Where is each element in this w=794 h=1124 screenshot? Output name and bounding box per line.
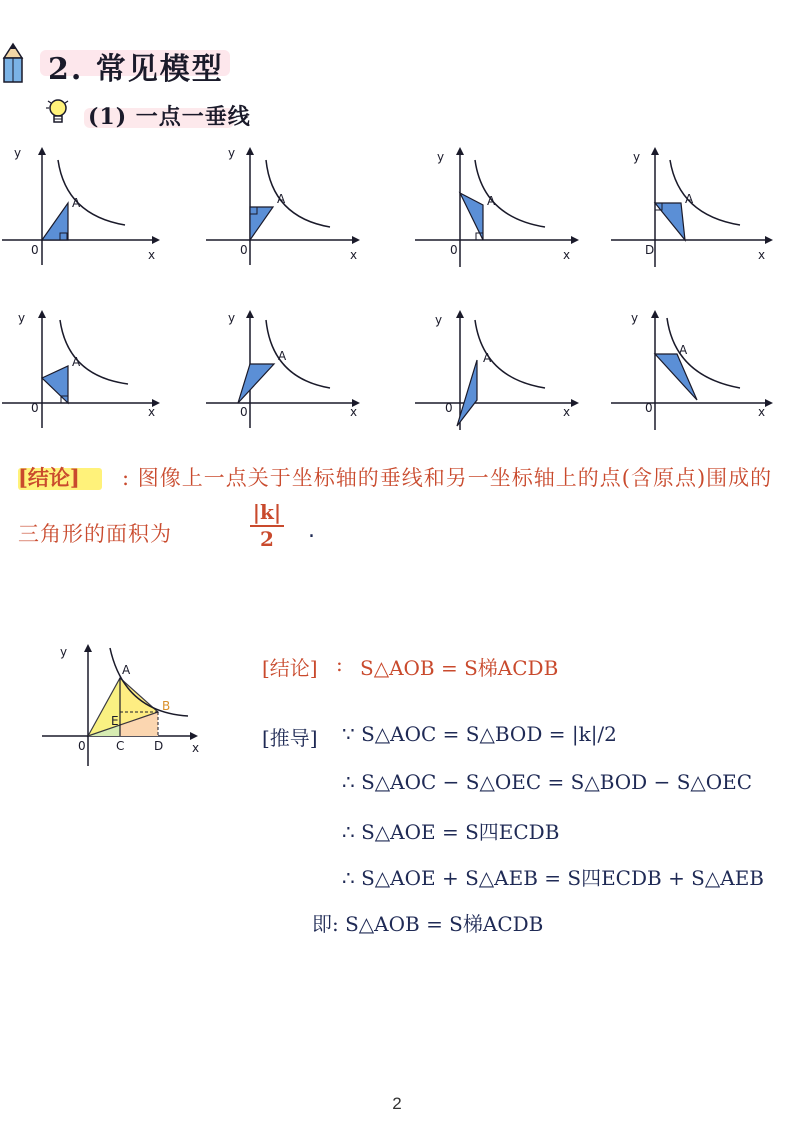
point-d-label: D <box>154 739 164 753</box>
graph-2-svg <box>200 145 365 270</box>
point-a-label: A <box>483 351 492 365</box>
triangle-shape <box>250 207 273 240</box>
x-axis-label: x <box>563 405 571 419</box>
x-axis-label: x <box>350 248 358 262</box>
x-axis-label: x <box>148 248 156 262</box>
origin-label: 0 <box>645 401 653 415</box>
triangle-shape <box>238 364 274 403</box>
x-axis-label: x <box>192 741 200 755</box>
y-axis-label: y <box>14 146 22 160</box>
origin-label: 0 <box>78 739 86 753</box>
graph-8 <box>605 308 785 433</box>
graph-5 <box>0 308 165 433</box>
trapezoid-graph-svg <box>38 640 218 770</box>
x-axis-label: x <box>758 248 766 262</box>
graph-4-svg <box>605 145 785 270</box>
y-axis-label: y <box>60 645 68 659</box>
graph-1 <box>0 145 165 270</box>
page-title: 2. 常见模型 <box>48 52 224 87</box>
derivation-label: [推导] <box>262 726 318 750</box>
origin-label: D <box>645 243 655 257</box>
origin-label: 0 <box>445 401 453 415</box>
y-axis-label: y <box>633 150 641 164</box>
graph-3 <box>405 145 585 270</box>
period-mark: . <box>308 518 315 543</box>
point-a-label: A <box>72 355 81 369</box>
derivation-line-4: ∴ S△AOE + S△AEB = S四ECDB + S△AEB <box>342 866 765 890</box>
triangle-shape <box>655 354 697 400</box>
section-subtitle: (1) 一点一垂线 <box>88 104 251 130</box>
derivation-line-2: ∴ S△AOC − S△OEC = S△BOD − S△OEC <box>342 770 753 794</box>
conclusion-text-line2: 三角形的面积为 <box>18 522 172 546</box>
point-a-label: A <box>277 192 286 206</box>
point-a-label: A <box>487 194 496 208</box>
point-a-label: A <box>72 196 81 210</box>
fraction-denominator: 2 <box>260 527 274 551</box>
derivation-line-3: ∴ S△AOE = S四ECDB <box>342 820 560 844</box>
point-a-label: A <box>278 349 287 363</box>
conclusion2-colon: : <box>336 652 343 676</box>
triangle-shape <box>42 366 68 403</box>
origin-label: 0 <box>240 243 248 257</box>
origin-label: 0 <box>31 243 39 257</box>
conclusion2-equation: S△AOB = S梯ACDB <box>360 656 559 680</box>
graph-3-svg <box>405 145 585 270</box>
y-axis-label: y <box>631 311 639 325</box>
point-a-label: A <box>122 663 131 677</box>
graph-2 <box>200 145 365 270</box>
x-axis-label: x <box>563 248 571 262</box>
graph-6-svg <box>200 308 365 433</box>
pencil-icon <box>2 42 24 84</box>
origin-label: 0 <box>450 243 458 257</box>
lightbulb-icon <box>46 97 70 127</box>
origin-label: 0 <box>240 405 248 419</box>
graph-5-svg <box>0 308 165 433</box>
x-axis-label: x <box>350 405 358 419</box>
derivation-line-1: ∵ S△AOC = S△BOD = |k|/2 <box>342 722 617 746</box>
point-c-label: C <box>116 739 125 753</box>
x-axis-label: x <box>758 405 766 419</box>
graph-6 <box>200 308 365 433</box>
graph-7 <box>405 308 585 433</box>
page-number: 2 <box>392 1094 402 1113</box>
graph-7-svg <box>405 308 585 433</box>
origin-label: 0 <box>31 401 39 415</box>
x-axis-label: x <box>148 405 156 419</box>
conclusion-text-line1: : 图像上一点关于坐标轴的垂线和另一坐标轴上的点(含原点)围成的 <box>122 466 773 490</box>
point-a-label: A <box>685 192 694 206</box>
derivation-line-5: 即: S△AOB = S梯ACDB <box>312 912 544 936</box>
conclusion2-label: [结论] <box>262 656 318 680</box>
fraction-numerator: |k| <box>250 500 284 527</box>
point-a-label: A <box>679 343 688 357</box>
fraction-k-over-2 <box>250 500 284 551</box>
trapezoid-graph <box>38 640 218 770</box>
graph-1-svg <box>0 145 165 270</box>
graph-8-svg <box>605 308 785 433</box>
conclusion-label: [结论] <box>18 465 80 490</box>
y-axis-label: y <box>228 146 236 160</box>
y-axis-label: y <box>435 313 443 327</box>
y-axis-label: y <box>18 311 26 325</box>
point-e-label: E <box>111 714 119 728</box>
triangle-shape <box>42 203 68 240</box>
y-axis-label: y <box>437 150 445 164</box>
point-b-label: B <box>162 699 171 713</box>
triangle-shape <box>655 203 685 240</box>
graph-4 <box>605 145 785 270</box>
y-axis-label: y <box>228 311 236 325</box>
